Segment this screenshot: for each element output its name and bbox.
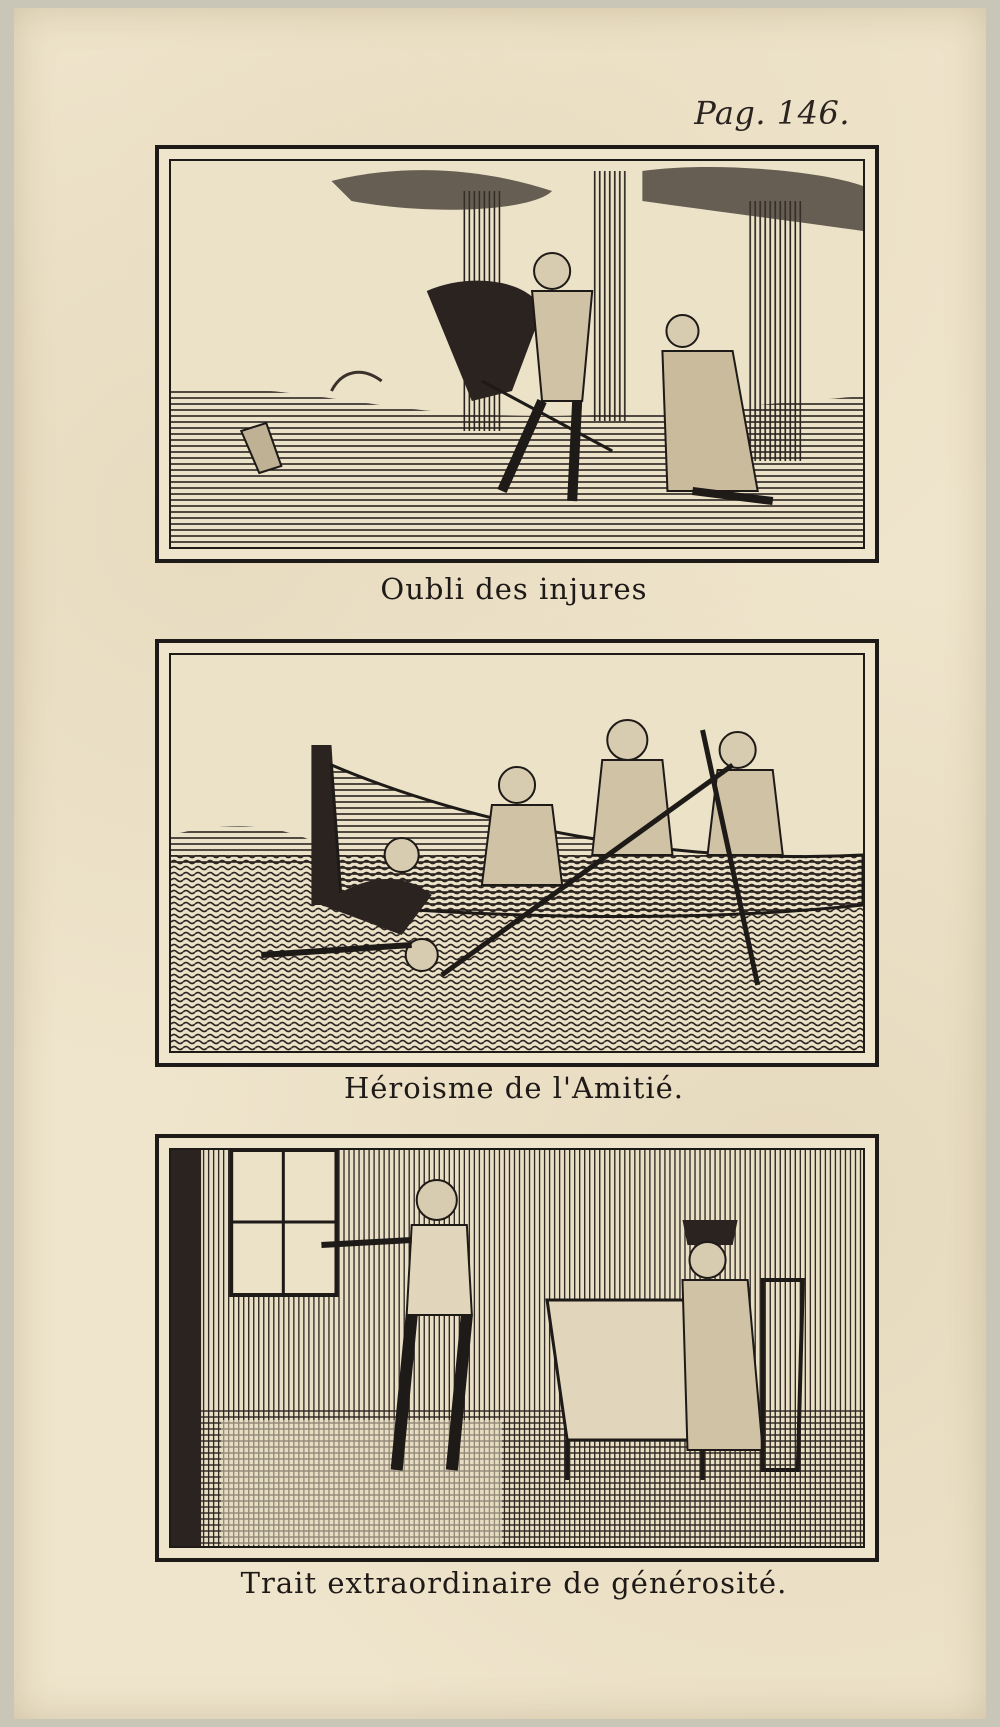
caption-oubli-des-injures: Oubli des injures [380, 572, 648, 606]
caption-trait-extraordinaire: Trait extraordinaire de générosité. [240, 1566, 788, 1600]
page-number: Pag. 146. [694, 94, 850, 132]
engraving-boat-rescue-scene [171, 655, 863, 1051]
plate-oubli-des-injures [155, 145, 879, 563]
plate-trait-extraordinaire-de-generosite [155, 1134, 879, 1562]
plate-heroisme-de-l-amitie [155, 639, 879, 1067]
engraving-forest-scene [171, 161, 863, 547]
engraving-interior-scene [171, 1150, 863, 1546]
engraving-sheet [14, 8, 986, 1719]
caption-heroisme-de-l-amitie: Héroisme de l'Amitié. [343, 1071, 685, 1105]
